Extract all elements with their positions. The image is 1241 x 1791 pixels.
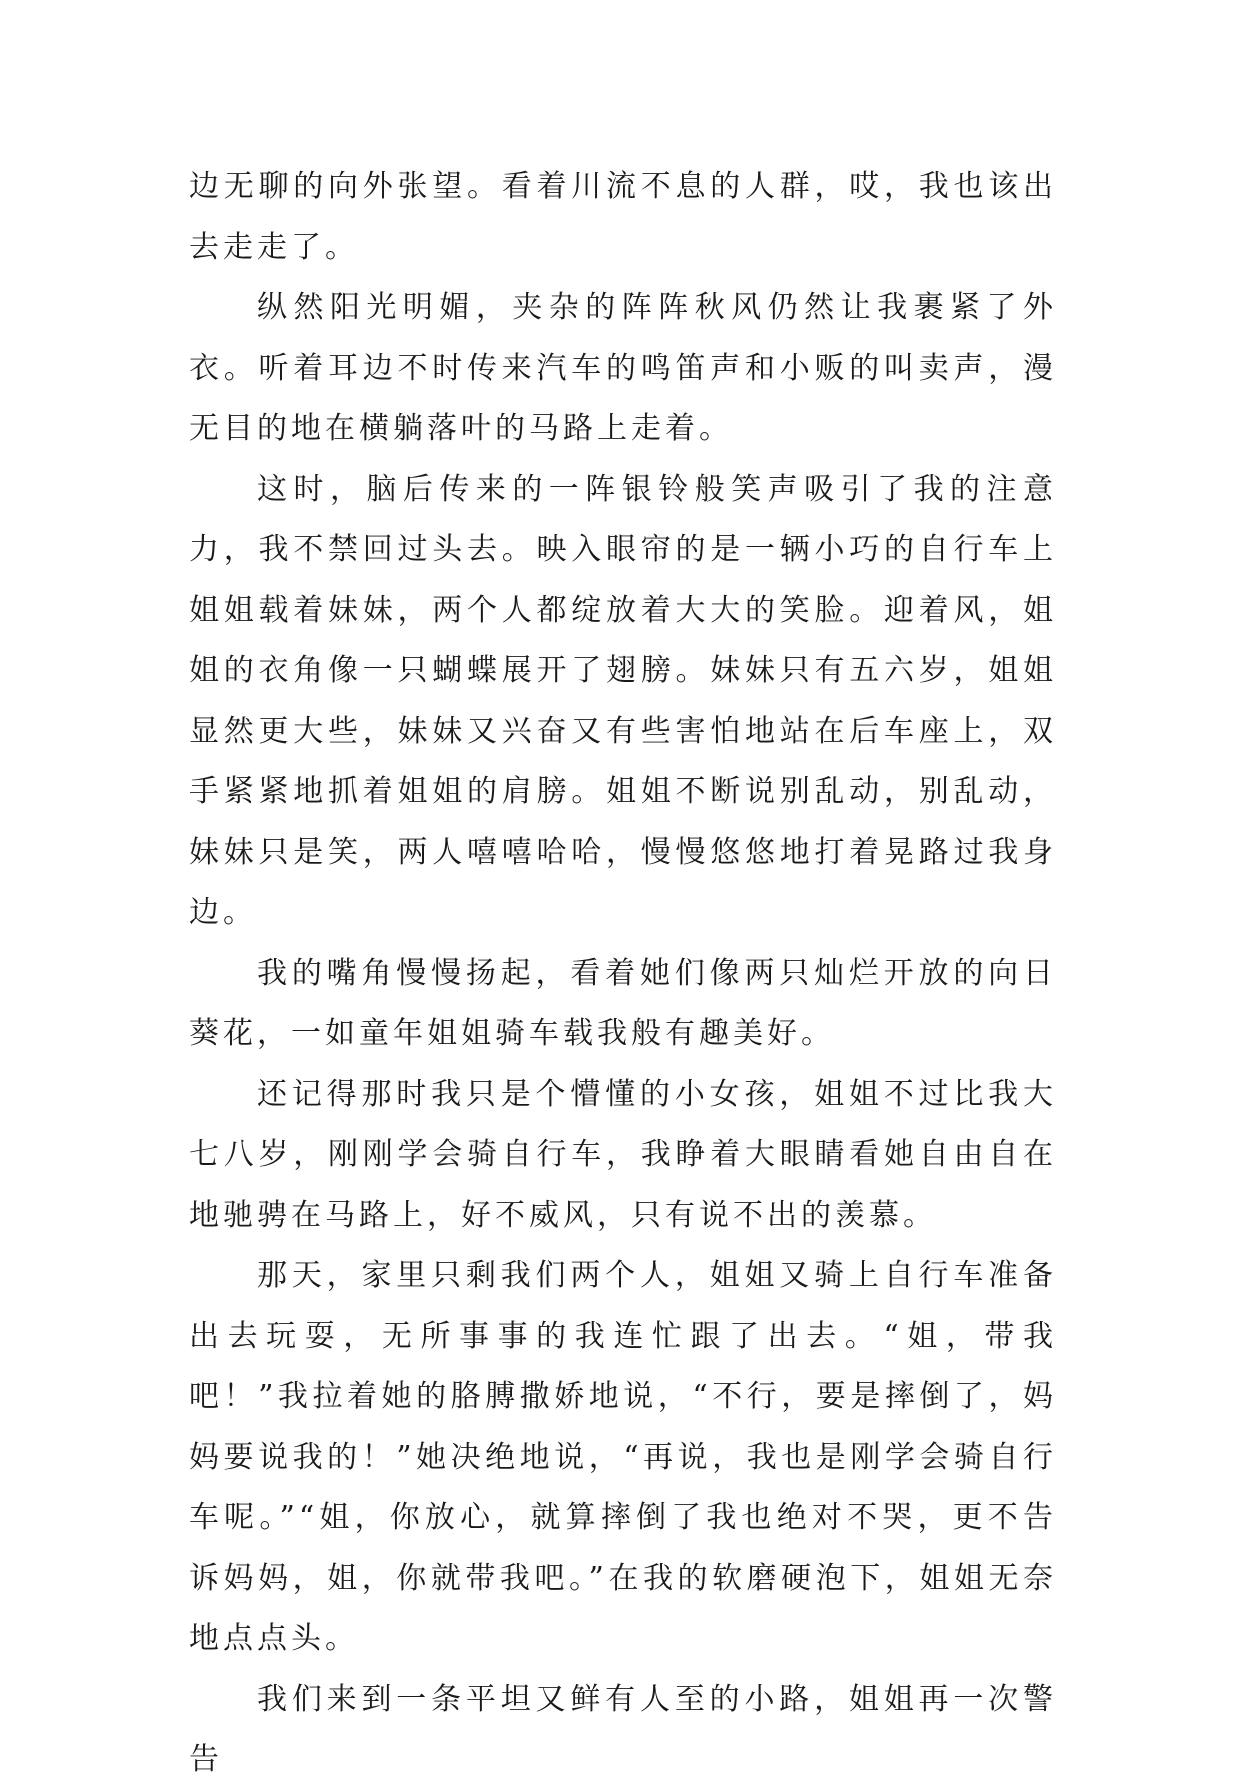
- paragraph: 这时，脑后传来的一阵银铃般笑声吸引了我的注意力，我不禁回过头去。映入眼帘的是一辆小巧的自行车上姐姐载着妹妹，两个人都绽放着大大的笑脸。迎着风，姐姐的衣角像一只蝴蝶展开了翅膀。妹妹只有五六岁，姐姐显然更大些，妹妹又兴奋又有些害怕地站在后车座上，双手紧紧地抓着姐姐的肩膀。姐姐不断说别乱动，别乱动，妹妹只是笑，两人嘻嘻哈哈，慢慢悠悠地打着晃路过我身边。: [189, 471, 1057, 930]
- paragraph: 我们来到一条平坦又鲜有人至的小路，姐姐再一次警告: [189, 1681, 1057, 1777]
- paragraph: 还记得那时我只是个懵懂的小女孩，姐姐不过比我大七八岁，刚刚学会骑自行车，我睁着大眼睛看她自由自在地驰骋在马路上，好不威风，只有说不出的羡慕。: [189, 1076, 1057, 1233]
- document-page: [189, 157, 1057, 1791]
- paragraph: 那天，家里只剩我们两个人，姐姐又骑上自行车准备出去玩耍，无所事事的我连忙跟了出去。“姐，带我吧！”我拉着她的胳膊撒娇地说，“不行，要是摔倒了，妈妈要说我的！”她决绝地说，“再说，我也是刚学会骑自行车呢。”“姐，你放心，就算摔倒了我也绝对不哭，更不告诉妈妈，姐，你就带我吧。”在我的软磨硬泡下，姐姐无奈地点点头。: [189, 1258, 1057, 1656]
- paragraph: 我的嘴角慢慢扬起，看着她们像两只灿烂开放的向日葵花，一如童年姐姐骑车载我般有趣美好。: [189, 955, 1057, 1051]
- paragraph: 纵然阳光明媚，夹杂的阵阵秋风仍然让我裹紧了外衣。听着耳边不时传来汽车的鸣笛声和小贩的叫卖声，漫无目的地在横躺落叶的马路上走着。: [189, 290, 1057, 446]
- paragraph: 边无聊的向外张望。看着川流不息的人群，哎，我也该出去走走了。: [189, 169, 1057, 265]
